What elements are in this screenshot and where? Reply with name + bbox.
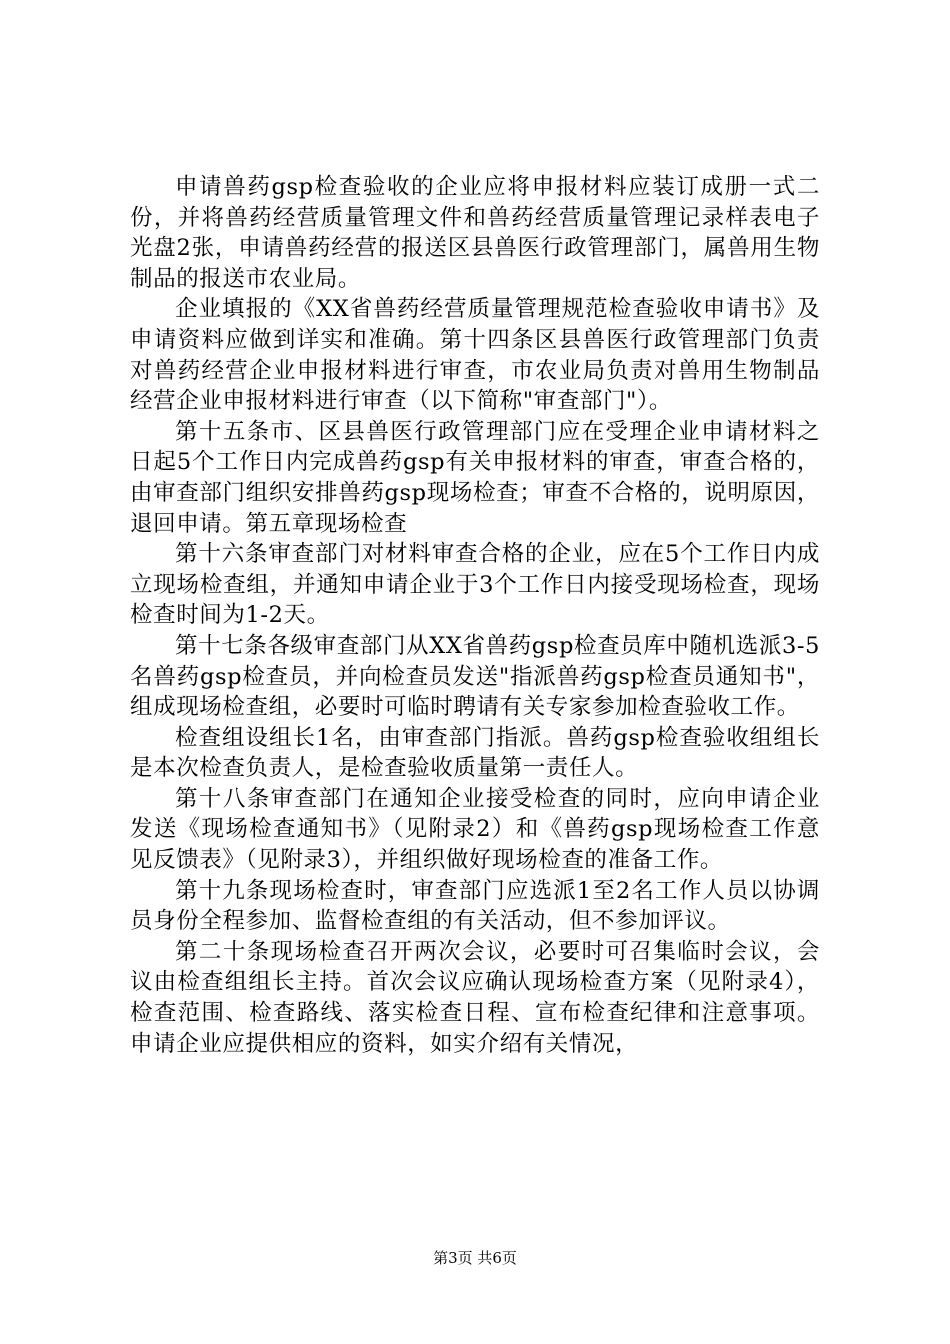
paragraph: 企业填报的《XX省兽药经营质量管理规范检查验收申请书》及申请资料应做到详实和准确。第十四条区县兽医行政管理部门负责对兽药经营企业申报材料进行审查，市农业局负责对兽用生物制品经营企业申报材料进行审查（以下简称"审查部门"）。 (130, 296, 820, 415)
paragraph: 第十九条现场检查时，审查部门应选派1至2名工作人员以协调员身份全程参加、监督检查组的有关活动，但不参加评议。 (130, 877, 820, 935)
paragraph: 第十五条市、区县兽医行政管理部门应在受理企业申请材料之日起5个工作日内完成兽药gsp有关申报材料的审查，审查合格的，由审查部门组织安排兽药gsp现场检查；审查不合格的，说明原因，退回申请。第五章现场检查 (130, 418, 820, 537)
paragraph: 第十七条各级审查部门从XX省兽药gsp检查员库中随机选派3-5名兽药gsp检查员，并向检查员发送"指派兽药gsp检查员通知书"，组成现场检查组，必要时可临时聘请有关专家参加检查验收工作。 (130, 632, 820, 721)
document-body (130, 172, 820, 1059)
paragraph: 检查组设组长1名，由审查部门指派。兽药gsp检查验收组组长是本次检查负责人，是检查验收质量第一责任人。 (130, 724, 820, 782)
paragraph: 第十八条审查部门在通知企业接受检查的同时，应向申请企业发送《现场检查通知书》（见附录2）和《兽药gsp现场检查工作意见反馈表》（见附录3），并组织做好现场检查的准备工作。 (130, 785, 820, 874)
paragraph: 第十六条审查部门对材料审查合格的企业，应在5个工作日内成立现场检查组，并通知申请企业于3个工作日内接受现场检查，现场检查时间为1-2天。 (130, 541, 820, 629)
paragraph: 申请兽药gsp检查验收的企业应将申报材料应装订成册一式二份，并将兽药经营质量管理文件和兽药经营质量管理记录样表电子光盘2张，申请兽药经营的报送区县兽医行政管理部门，属兽用生物制品的报送市农业局。 (130, 174, 820, 292)
page-footer: 第3页 共6页 (433, 1249, 517, 1267)
paragraph: 第二十条现场检查召开两次会议，必要时可召集临时会议，会议由检查组组长主持。首次会议应确认现场检查方案（见附录4），检查范围、检查路线、落实检查日程、宣布检查纪律和注意事项。申请企业应提供相应的资料，如实介绍有关情况， (130, 938, 820, 1057)
